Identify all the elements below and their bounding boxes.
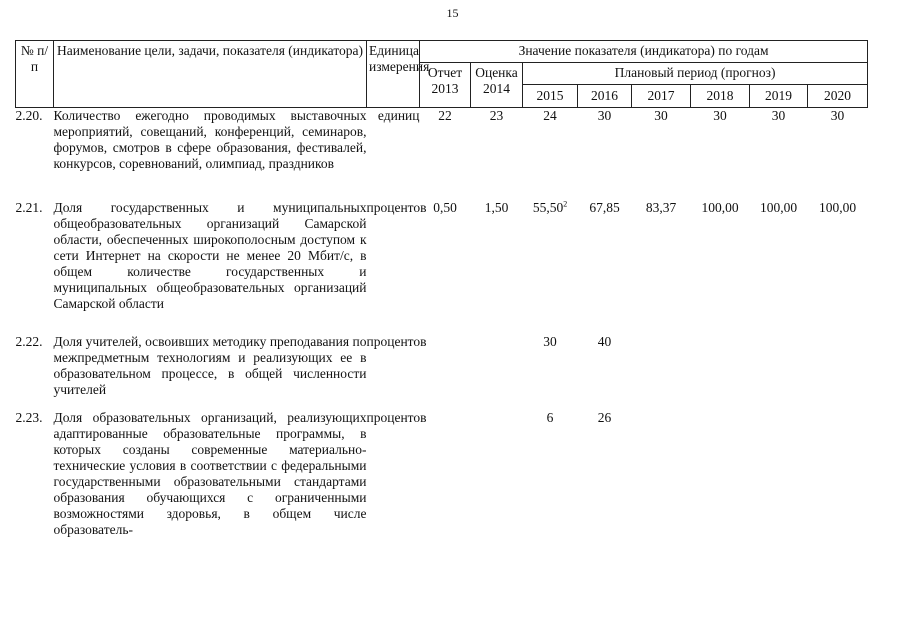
header-num: № п/п (16, 41, 54, 108)
value-2019 (750, 334, 808, 410)
value-2019 (750, 410, 808, 560)
table-row (16, 200, 868, 334)
value-2013 (420, 410, 471, 560)
header-name: Наименование цели, задачи, показателя (индикатора) (54, 41, 367, 108)
header-row-1 (16, 41, 868, 63)
header-unit: Единица измерения (367, 41, 420, 108)
value-2016: 67,85 (589, 200, 620, 215)
value-2020: 100,00 (818, 200, 857, 215)
indicator-name: Доля образовательных организаций, реализующих адаптированные образовательные программы, в которых созданы современные материально-технические условия в соответствии с федеральными государственными образовательными стандартами образования обучающихся с ограниченными возможностями здоровья, в общем числе образователь- (53, 410, 367, 537)
value-2014: 23 (489, 108, 504, 123)
value-2015-number: 6 (546, 410, 554, 425)
header-year: 2019 (750, 85, 808, 108)
unit: процентов (366, 200, 427, 215)
value-2014: 1,50 (484, 200, 509, 215)
value-2017 (632, 410, 691, 560)
page-number: 15 (446, 6, 459, 20)
value-2018 (691, 334, 750, 410)
value-2020 (808, 410, 868, 560)
indicator-name: Количество ежегодно проводимых выставочных мероприятий, совещаний, конференций, семинаров, форумов, смотров в сфере образования, фестивалей, конкурсов, соревнований, олимпиад, праздников (53, 108, 367, 171)
value-2018: 30 (713, 108, 727, 123)
value-2013: 22 (438, 108, 452, 123)
header-year: 2018 (691, 85, 750, 108)
value-2015 (523, 334, 578, 410)
value-2019: 30 (771, 108, 786, 123)
indicator-name: Доля государственных и муниципальных общеобразовательных организаций Самарской области, обеспеченных широкополосным доступом к сети Интернет на скорости не менее 20 Мбит/с, в общем количестве государственных и муниципальных общеобразовательных организаций Самарской области (53, 200, 367, 311)
unit: процентов (366, 410, 427, 425)
value-2017 (632, 334, 691, 410)
indicators-table (15, 40, 868, 560)
value-2019: 100,00 (759, 200, 798, 215)
value-2015-number: 24 (543, 108, 557, 123)
value-2017: 30 (654, 108, 668, 123)
header-year: 2020 (808, 85, 868, 108)
unit: процентов (366, 334, 427, 349)
value-2013 (420, 334, 471, 410)
row-number: 2.22. (15, 334, 43, 349)
header-estimate-2014: Оценка 2014 (471, 63, 523, 108)
header-value-group: Значение показателя (индикатора) по годам (420, 41, 868, 63)
value-2018: 100,00 (701, 200, 739, 215)
value-2020: 30 (830, 108, 845, 123)
value-2016: 26 (597, 410, 612, 425)
value-2015-footnote: 2 (563, 199, 568, 209)
header-year: 2016 (578, 85, 632, 108)
value-2014 (471, 410, 523, 560)
indicator-name: Доля учителей, освоивших методику преподавания по межпредметным технологиям и реализующих ее в образовательном процессе, в общей численности учителей (53, 334, 367, 397)
row-number: 2.21. (15, 200, 43, 215)
value-2015 (523, 108, 578, 201)
value-2014 (471, 334, 523, 410)
row-number: 2.20. (15, 108, 43, 123)
table-row (16, 410, 868, 560)
unit: единиц (377, 108, 420, 123)
value-2013: 0,50 (433, 200, 457, 215)
header-year: 2015 (523, 85, 578, 108)
value-2018 (691, 410, 750, 560)
row-number: 2.23. (15, 410, 43, 425)
value-2017: 83,37 (645, 200, 677, 215)
value-2015-number: 55,50 (532, 200, 564, 215)
header-year: 2017 (632, 85, 691, 108)
header-plan-period: Плановый период (прогноз) (523, 63, 868, 85)
value-2015 (523, 200, 578, 334)
value-2020 (808, 334, 868, 410)
value-2015-number: 30 (543, 334, 557, 349)
value-2016: 30 (597, 108, 612, 123)
value-2016: 40 (597, 334, 612, 349)
header-report-2013: Отчет 2013 (420, 63, 471, 108)
table-row (16, 108, 868, 201)
value-2015 (523, 410, 578, 560)
table-row (16, 334, 868, 410)
